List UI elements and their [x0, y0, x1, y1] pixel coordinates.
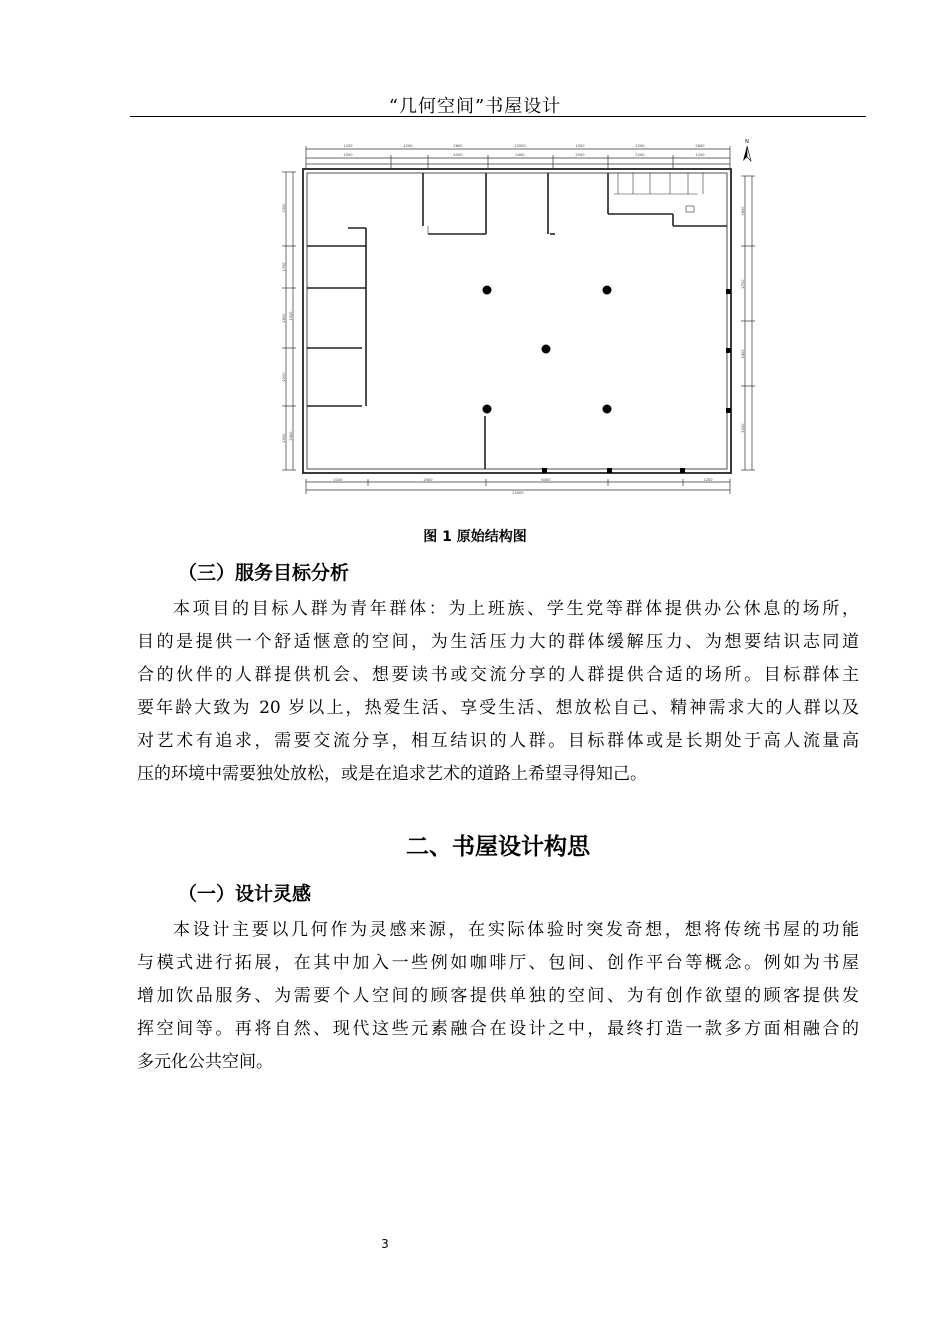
dim-label: 4200	[403, 144, 413, 148]
dim-label: 2500	[575, 153, 585, 157]
dim-label: 2000	[741, 423, 745, 433]
paragraph-line: 挥空间等。再将自然、现代这些元素融合在设计之中，最终打造一款多方面相融合的	[137, 1019, 859, 1039]
header-title: “几何空间”书屋设计	[388, 96, 562, 117]
section-heading-service-target: （三）服务目标分析	[178, 562, 350, 584]
dim-label: 1900	[289, 311, 293, 321]
paragraph-line: 本设计主要以几何作为灵感来源，在实际体验时突发奇想，想将传统书屋的功能	[173, 920, 859, 940]
dim-label: 1500	[343, 153, 353, 157]
paragraph-service-target	[137, 593, 859, 791]
dim-label: 1200	[343, 144, 353, 148]
paragraph-line: 压的环境中需要独处放松，或是在追求艺术的道路上希望寻得知己。	[137, 764, 647, 784]
dim-label: 1200	[695, 153, 705, 157]
dim-label: 22000	[514, 144, 526, 148]
dim-label: 1500	[575, 144, 585, 148]
dim-label: 2500	[423, 478, 433, 482]
dim-label: 2200	[282, 372, 286, 382]
dim-label: 22000	[512, 491, 524, 495]
dim-label: 3600	[741, 206, 745, 216]
dim-label: 2400	[289, 431, 293, 441]
paragraph-line: 多元化公共空间。	[137, 1052, 273, 1072]
dim-label: 6400	[541, 478, 551, 482]
dim-label: 2400	[741, 349, 745, 359]
dim-label: 2600	[695, 144, 705, 148]
dim-label: 2100	[333, 478, 343, 482]
paragraph-line: 目的是提供一个舒适惬意的空间，为生活压力大的群体缓解压力、为想要结识志同道	[137, 632, 859, 652]
paragraph-line: 与模式进行拓展，在其中加入一些例如咖啡厅、包间、创作平台等概念。例如为书屋	[137, 953, 859, 973]
dim-label: 2200	[635, 153, 645, 157]
chapter-heading-design-concept: 二、书屋设计构思	[406, 834, 590, 860]
section-heading-design-inspiration: （一）设计灵感	[178, 883, 312, 905]
dim-label: 3300	[282, 203, 286, 213]
paragraph-line: 要年龄大致为 20 岁以上，热爱生活、享受生活、想放松自己、精神需求大的人群以及	[137, 698, 859, 718]
dim-label: 2000	[282, 433, 286, 443]
north-arrow-icon	[743, 139, 751, 161]
svg-text:N: N	[745, 139, 749, 145]
dim-label: 2700	[741, 279, 745, 289]
dim-label: 1200	[703, 478, 713, 482]
paragraph-line: 增加饮品服务、为需要个人空间的顾客提供单独的空间、为有创作欲望的顾客提供发	[137, 986, 859, 1006]
dim-label: 2600	[453, 144, 463, 148]
paragraph-line: 本项目的目标人群为青年群体：为上班族、学生党等群体提供办公休息的场所，	[173, 599, 859, 619]
paragraph-line: 合的伙伴的人群提供机会、想要读书或交流分享的人群提供合适的场所。目标群体主	[137, 665, 859, 685]
dim-label: 2200	[635, 144, 645, 148]
dim-label: 2600	[282, 313, 286, 323]
floor-plan-figure	[278, 136, 764, 506]
header-rule	[130, 116, 866, 117]
figure-caption: 图 1 原始结构图	[423, 529, 527, 545]
dim-label: 2400	[515, 153, 525, 157]
dim-label: 4200	[453, 153, 463, 157]
dim-label: 1700	[282, 262, 286, 272]
page-number: 3	[381, 1237, 389, 1251]
paragraph-line: 对艺术有追求，需要交流分享，相互结识的人群。目标群体或是长期处于高人流量高	[137, 731, 859, 751]
paragraph-design-inspiration	[137, 914, 859, 1079]
